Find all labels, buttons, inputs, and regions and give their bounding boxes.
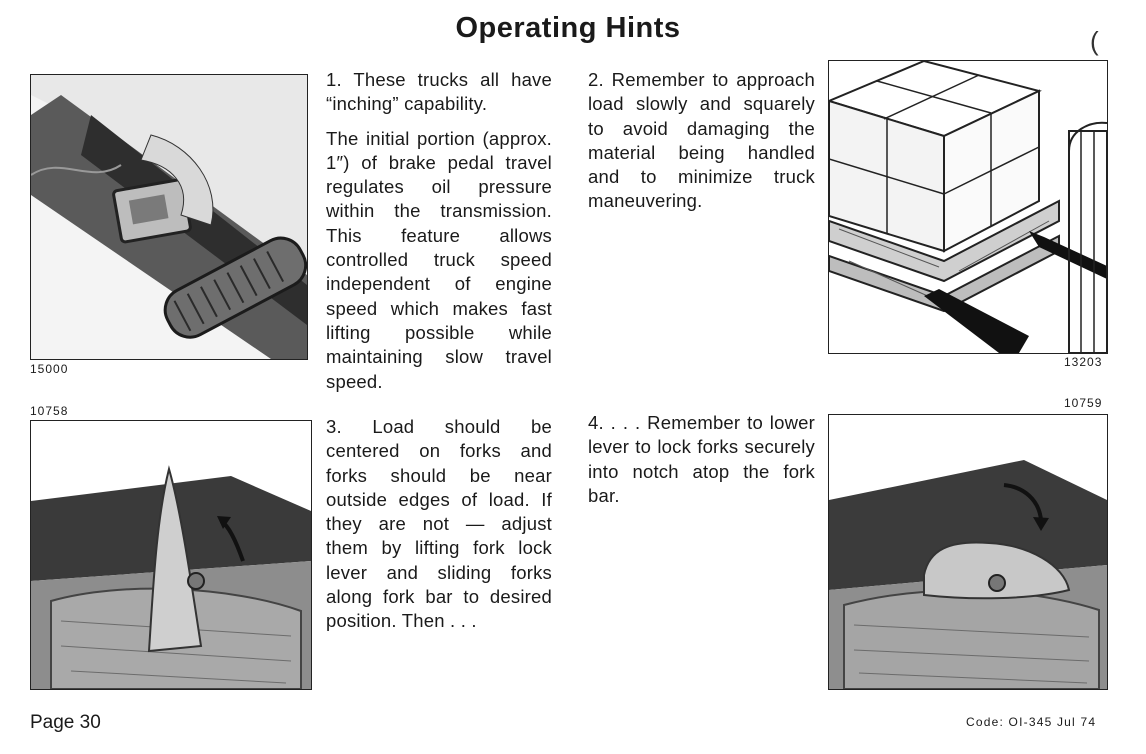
hint-4-text (588, 411, 815, 508)
page-number: Page 30 (30, 712, 101, 733)
fork-lock-lift-photo (30, 420, 312, 690)
margin-mark: ( (1090, 26, 1099, 56)
fork-lock-lower-photo (828, 414, 1108, 690)
hint-2-body: 2. Remember to approach load slowly and squarely to avoid damaging the material being handled and to minimize truck maneuvering. (588, 69, 815, 212)
photo-code: 15000 (30, 362, 69, 376)
photo-code: 10758 (30, 404, 69, 418)
photo-code: 13203 (1064, 355, 1103, 369)
hint-1-body: The initial portion (approx. 1″) of brake pedal travel regulates oil pressure within the transmission. This feature allows controlled truck speed independent of engine speed which makes fast lifting possible while maintaining slow travel speed. (326, 127, 552, 392)
hint-1-text (326, 68, 552, 394)
page-title: Operating Hints (455, 12, 681, 44)
photo-code: 10759 (1064, 396, 1103, 410)
pallet-load-illustration (828, 60, 1108, 354)
hint-2-text (588, 68, 815, 214)
hint-3-body: 3. Load should be centered on forks and forks should be near outside edges of load. If they are not — adjust them by lifting fork lock lever and sliding forks along fork bar to desired position. Then . . . (326, 416, 552, 632)
brake-pedal-photo (30, 74, 308, 360)
hint-4-body: 4. . . . Remember to lower lever to lock forks securely into notch atop the fork bar. (588, 412, 815, 506)
hint-1-intro: 1. These trucks all have “inching” capability. (326, 69, 552, 115)
document-code: Code: OI-345 Jul 74 (966, 715, 1097, 729)
hint-3-text (326, 415, 552, 634)
